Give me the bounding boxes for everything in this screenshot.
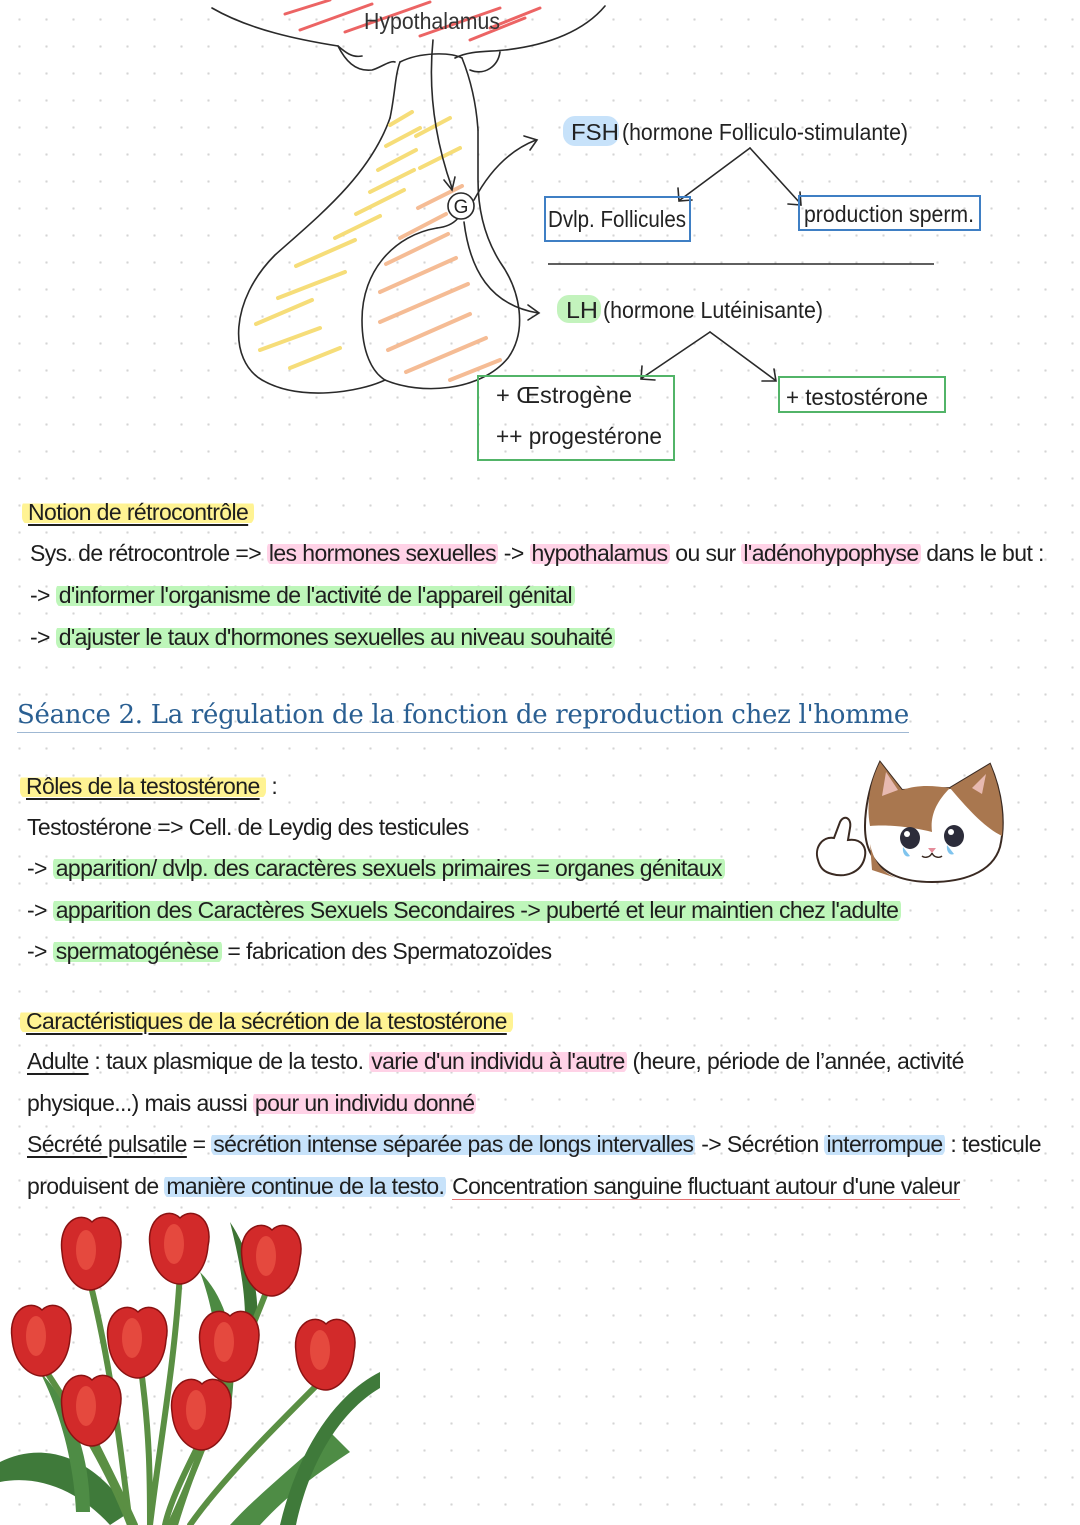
fsh-label: FSH (571, 119, 619, 145)
retro-l1-c: -> (498, 540, 530, 566)
lh-arrow (464, 222, 539, 320)
roles-l4-term: spermatogénèse (53, 938, 222, 964)
fsh-arrow (474, 136, 537, 200)
carac-line-3 (27, 1128, 1041, 1160)
roles-l4-arrow: -> (27, 938, 53, 964)
retro-l1-a: Sys. de rétrocontrole => (30, 540, 267, 566)
carac-l4-d: Concentration sanguine fluctuant autour d'une valeur (452, 1173, 960, 1199)
gland-label: G (453, 197, 469, 218)
seance-heading: Séance 2. La régulation de la fonction de reproduction chez l'homme (17, 700, 909, 733)
carac-title: Caractéristiques de la sécrétion de la testostérone (20, 1008, 513, 1034)
hypothalamus-label: Hypothalamus (364, 8, 500, 34)
roles-title: Rôles de la testostérone (20, 773, 266, 799)
roles-line-2 (27, 852, 725, 884)
roles-l2-text: apparition/ dvlp. des caractères sexuels primaires = organes génitaux (53, 855, 725, 881)
hormone-diagram (0, 0, 1080, 480)
lh-label: LH (566, 297, 598, 323)
carac-title-line (20, 1005, 513, 1037)
cat-icon (817, 762, 1003, 882)
tulips-icon (0, 1213, 380, 1525)
roles-line-1: Testostérone => Cell. de Leydig des testicules (27, 814, 469, 840)
retro-l2-text: d'informer l'organisme de l'activité de l'appareil génital (56, 582, 575, 608)
roles-l3-text: apparition des Caractères Sexuels Secondaires -> puberté et leur maintien chez l'adulte (53, 897, 902, 923)
lh-split-arrows (641, 332, 776, 381)
lh-full-name: (hormone Lutéinisante) (603, 297, 823, 323)
retro-l2-arrow: -> (30, 582, 56, 608)
retro-line-1 (30, 537, 1044, 569)
roles-line-4 (27, 935, 552, 967)
carac-line-1 (27, 1045, 964, 1077)
carac-l4-b: manière continue de la testo. (166, 1173, 445, 1199)
lh-effect-progesterone: ++ progestérone (496, 423, 662, 449)
lh-effect-testosterone: + testostérone (786, 384, 928, 410)
retro-l1-g: dans le but : (920, 540, 1044, 566)
retro-l1-f: l'adénohypophyse (743, 540, 919, 566)
fsh-full-name: (hormone Folliculo-stimulante) (622, 119, 908, 145)
fsh-effect-sperm: production sperm. (804, 201, 974, 227)
retro-l1-d: hypothalamus (531, 540, 668, 566)
pituitary-outline (212, 6, 605, 393)
carac-l3-b: = (186, 1131, 212, 1157)
carac-l3-c: sécrétion intense séparée pas de longs intervalles (213, 1131, 694, 1157)
carac-l1-b: : taux plasmique de la testo. (88, 1048, 370, 1074)
roles-l4-rest: = fabrication des Spermatozoïdes (221, 938, 552, 964)
roles-title-line (20, 770, 277, 802)
cat-thumbs-up-sticker (810, 752, 1006, 884)
retro-l3-arrow: -> (30, 624, 56, 650)
carac-l2-b: pour un individu donné (254, 1090, 475, 1116)
carac-l3-d: -> Sécrétion (695, 1131, 825, 1157)
carac-line-2 (27, 1087, 476, 1119)
retro-l1-b: les hormones sexuelles (268, 540, 497, 566)
retro-line-3 (30, 621, 615, 653)
carac-l1-c: varie d'un individu à l'autre (371, 1048, 625, 1074)
roles-l2-arrow: -> (27, 855, 53, 881)
carac-l1-d: (heure, période de l’année, activité (626, 1048, 964, 1074)
carac-l3-e: interrompue (826, 1131, 943, 1157)
carac-l3-a: Sécrété pulsatile (27, 1131, 187, 1157)
hypothalamus-arrow (431, 40, 455, 190)
retro-title: Notion de rétrocontrôle (22, 499, 254, 525)
fsh-effect-follicules: Dvlp. Follicules (548, 206, 686, 232)
carac-l2-a: physique...) mais aussi (27, 1090, 253, 1116)
retro-line-2 (30, 579, 575, 611)
fsh-split-arrows (678, 148, 801, 205)
roles-title-colon: : (265, 773, 278, 799)
roles-l3-arrow: -> (27, 897, 53, 923)
carac-l4-a: produisent de (27, 1173, 165, 1199)
carac-l3-f: : testicule (944, 1131, 1041, 1157)
red-tulips-bouquet (0, 1212, 392, 1525)
retro-title-line (22, 496, 254, 528)
retro-l1-e: ou sur (669, 540, 742, 566)
anterior-lobe-hatching (256, 112, 460, 368)
carac-l1-adulte: Adulte (27, 1048, 89, 1074)
lh-effect-oestrogene: + Œstrogène (496, 382, 632, 408)
retro-l3-text: d'ajuster le taux d'hormones sexuelles au niveau souhaité (56, 624, 616, 650)
carac-line-4 (27, 1170, 960, 1202)
roles-line-3 (27, 894, 901, 926)
